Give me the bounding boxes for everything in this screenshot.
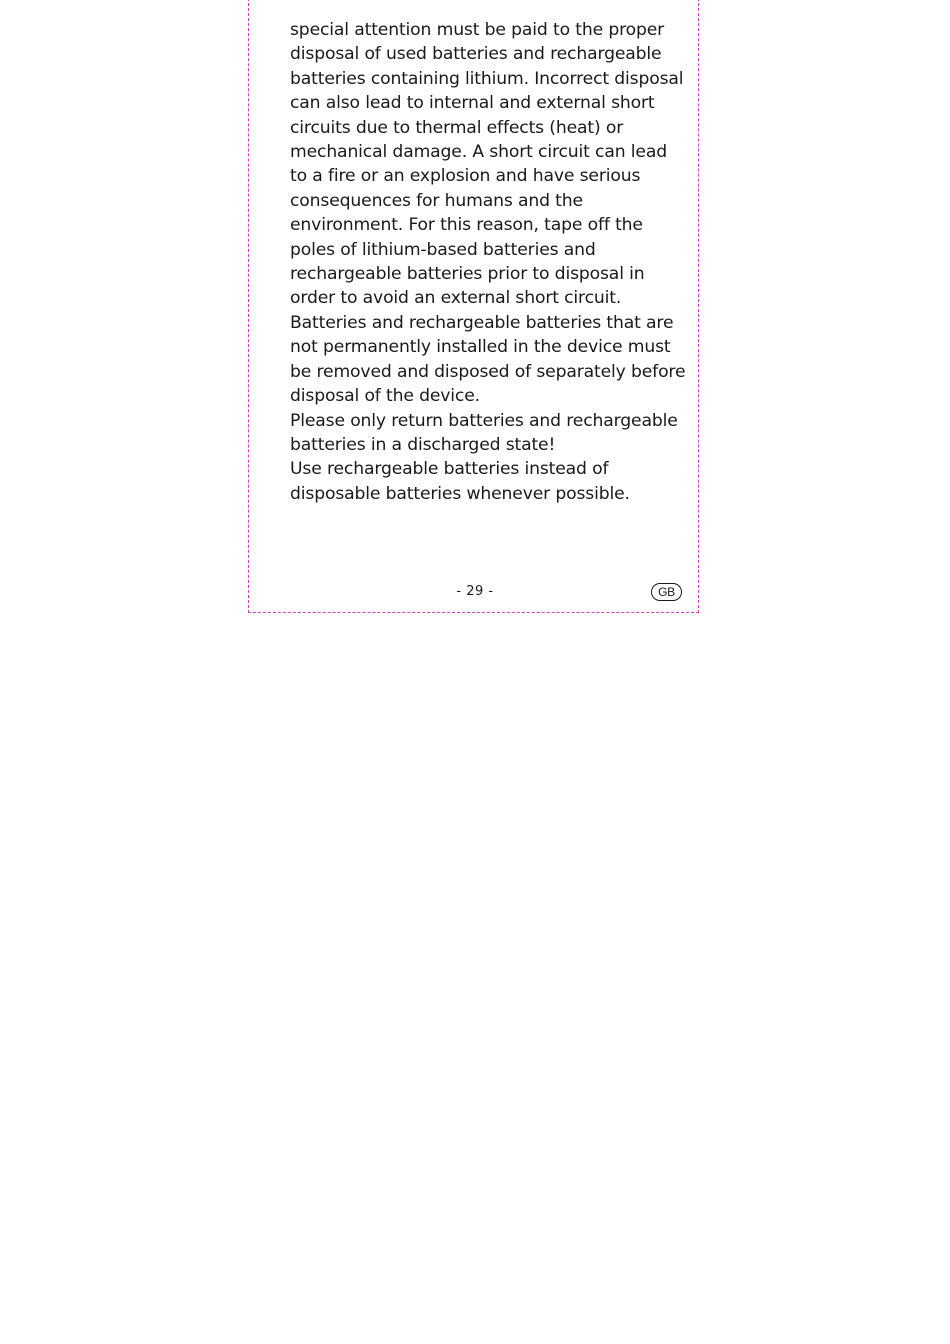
paragraph-discharged-state: Please only return batteries and rechargeable batteries in a discharged state! bbox=[290, 410, 678, 455]
paragraph-disposal-warning: special attention must be paid to the proper disposal of used batteries and rechargeable batteries containing lithium. Incorrect disposal can also lead to internal and external short circuits due to thermal effects (heat) or mechanical damage. A short circuit can lead to a fire or an explosion and have serious consequences for humans and the environment. For this reason, tape off the poles of lithium-based batteries and rechargeable batteries prior to disposal in order to avoid an external short circuit. bbox=[290, 20, 684, 309]
paragraph-remove-batteries: Batteries and rechargeable batteries that are not permanently installed in the device must be removed and disposed of separately before disposal of the device. bbox=[290, 312, 686, 407]
country-code-badge: GB bbox=[651, 583, 682, 601]
paragraph-use-rechargeable: Use rechargeable batteries instead of disposable batteries whenever possible. bbox=[290, 459, 630, 504]
body-text bbox=[290, 18, 688, 506]
page-number: - 29 - bbox=[456, 584, 494, 599]
